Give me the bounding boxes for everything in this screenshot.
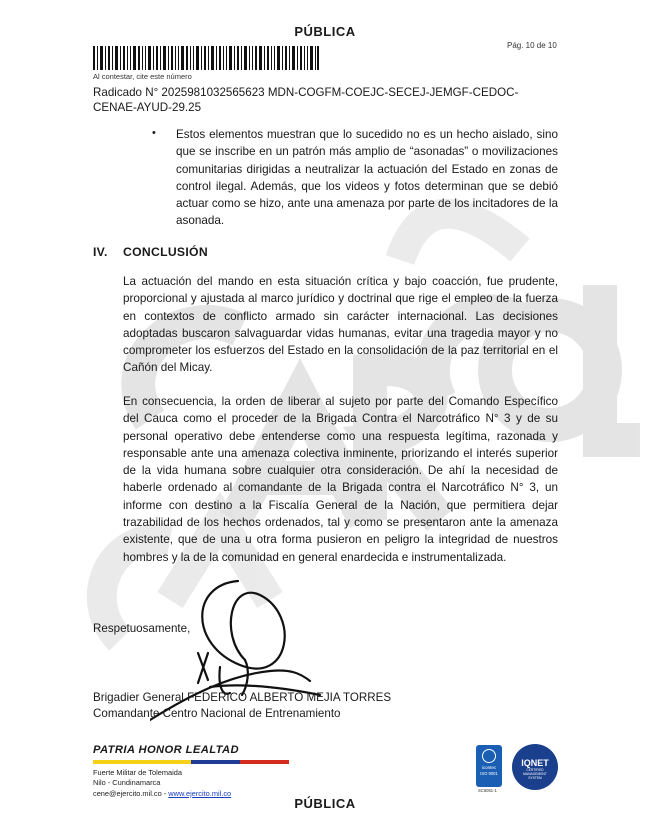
radicado-number: Radicado N° 2025981032565623 MDN-COGFM-COEJC-SECEJ-JEMGF-CEDOC-CENAE-AYUD-29.25 [93,86,519,114]
iqnet-badge [512,744,558,790]
footer-motto: PATRIA HONOR LEALTAD [93,744,239,756]
bullet-marker: • [152,127,156,139]
icontec-logo-icon [482,749,496,763]
barcode-caption: Al contestar, cite este número [93,72,192,81]
barcode [93,46,319,70]
conclusion-paragraph-2: En consecuencia, la orden de liberar al sujeto por parte del Comando Específico del Cauca como el proceder de la Brigada Contra el Narcotráfico N° 3 y de su personal operativo debe entenderse como una respuesta legítima, razonada y responsable ante una amenaza colectiva inminente, priorizando el interés superior de la vida humana sobre cualquier otra consideración. De ahí la necesidad de haberle ordenado al comandante de la Brigada contra el Narcotráfico N° 3, un informe con destino a la Fiscalía General de la Nación, que permitiera dejar trazabilidad de los hechos ordenados, tal y como se presentaron ante la amenaza existente, que de una u otra forma pusieron en peligro la integridad de nuestros hombres y la de la comunidad en general enardecida e instrumentalizada. [123,395,558,564]
iqnet-name: IQNET [521,758,549,768]
address-line-2: Nilo - Cundinamarca [93,778,161,788]
footer-address [93,768,231,799]
signer-name: Brigadier General FEDERICO ALBERTO MEJIA TORRES [93,691,392,704]
website-link[interactable]: www.ejercito.mil.co [168,788,232,798]
bullet-paragraph: Estos elementos muestran que lo sucedido no es un hecho aislado, sino que se inscribe en un patrón más amplio de “asonadas” o movilizaciones comunitarias dirigidas a neutralizar la actuación del Estado en zonas de control ilegal. Además, que los videos y fotos determinan que se debió actuar como se hizo, ante una amenaza por parte de los incitadores de la asonada. [176,128,558,228]
footer-classification: PÚBLICA [294,796,356,811]
icontec-name: icontec [481,765,497,770]
flag-yellow [93,760,191,764]
header-classification: PÚBLICA [294,24,356,39]
icontec-number: SC6061-1 [478,788,497,793]
closing-salutation: Respetuosamente, [93,622,191,635]
iqnet-subtitle: CERTIFIED MANAGEMENT SYSTEM [523,768,547,780]
conclusion-paragraph-1: La actuación del mando en esta situación crítica y bajo coacción, fue prudente, proporcional y ajustada al marco jurídico y doctrinal que rige el empleo de la fuerza en contextos de conflicto armado sin carácter internacional. Las decisiones adoptadas buscaron salvaguardar vidas humanas, evitar una tragedia mayor y no comprometer los esfuerzos del Estado en la consolidación de la paz territorial en el Cañón del Micay. [123,275,558,375]
section-number: IV. [93,245,108,259]
address-line-1: Fuerte Militar de Tolemaida [93,768,183,777]
icontec-badge [476,745,502,787]
section-title: CONCLUSIÓN [123,245,208,259]
contact-email[interactable]: cene@ejercito.mil.co - [93,788,167,798]
page-number: Pág. 10 de 10 [507,41,557,50]
flag-red [240,760,289,764]
signer-title: Comandante Centro Nacional de Entrenamiento [93,707,341,720]
icontec-code: ISO 9001 [480,770,498,776]
flag-stripe [93,760,289,764]
flag-blue [191,760,240,764]
